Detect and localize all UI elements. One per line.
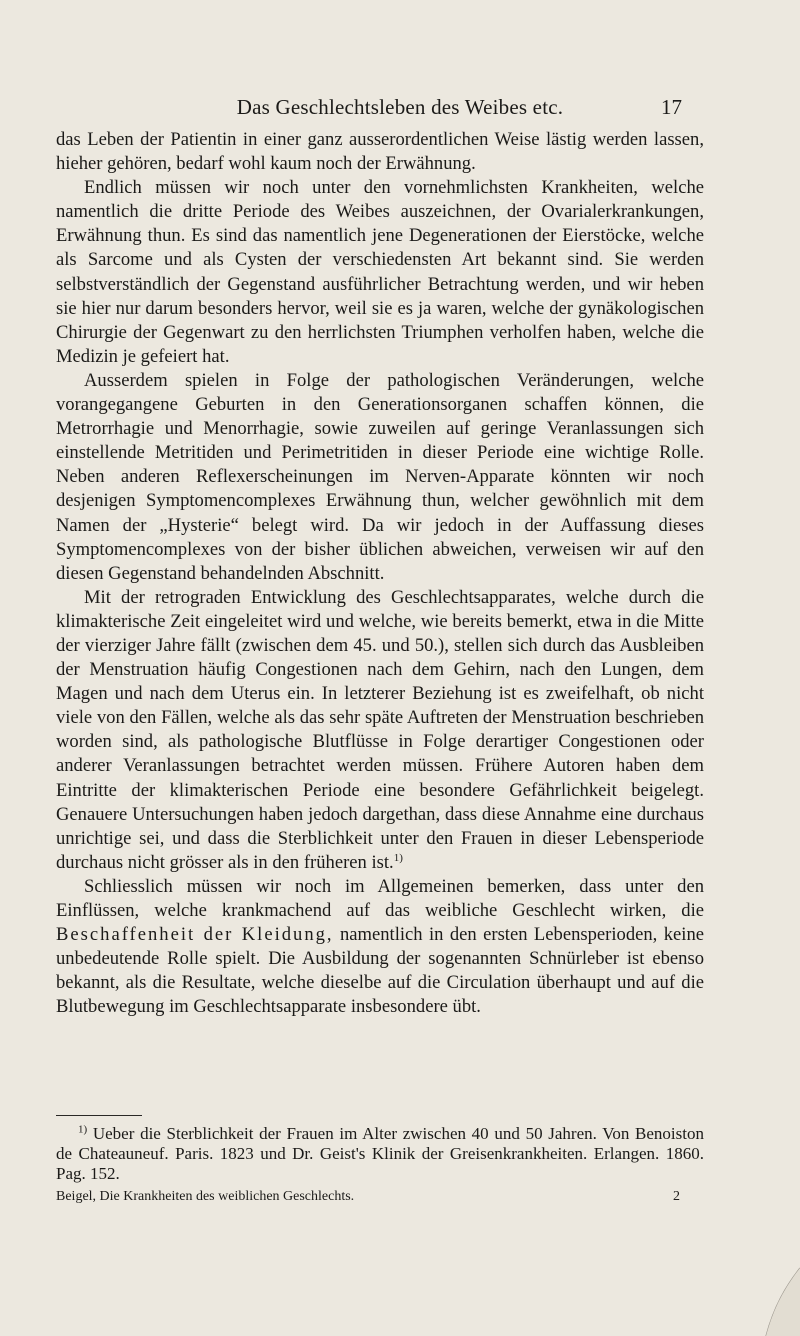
printer-signature <box>56 1189 704 1211</box>
footnote-divider <box>56 1115 142 1116</box>
footnote-text: Ueber die Sterblichkeit der Frauen im Alter zwischen 40 und 50 Jahren. Von Benoiston de Chateauneuf. Paris. 1823 und Dr. Geist's Klinik der Greisenkrankheiten. Erlangen. 1860. Pag. 152. <box>56 1124 704 1183</box>
footnote-marker: 1) <box>78 1123 88 1136</box>
paragraph <box>56 586 704 875</box>
running-title: Das Geschlechtsleben des Weibes etc. <box>236 95 564 119</box>
paragraph: das Leben der Patientin in einer ganz ausserordentlichen Weise lästig werden lassen, hieher gehören, bedarf wohl kaum noch der Erwähnung. <box>56 129 704 175</box>
signature-label: Beigel, Die Krankheiten des weiblichen Geschlechts. <box>56 1189 355 1204</box>
paragraph-text: Mit der retrograden Entwicklung des Geschlechtsapparates, welche durch die klimakterische Zeit eingeleitet wird und welche, wie bereits bemerkt, etwa in die Mitte der vierziger Jahre fällt (zwischen dem 45. und 50.), stellen sich durch das Ausbleiben der Menstruation häufig Congestionen nach dem Gehirn, nach den Lungen, dem Magen und nach dem Uterus ein. In letzterer Beziehung ist es zweifelhaft, ob nicht viele von den Fällen, welche als das sehr späte Auftreten der Menstruation beschrieben worden sind, als pathologische Blutflüsse in Folge derartiger Congestionen oder anderer Veranlassungen betrachtet werden müssen. Frühere Autoren haben dem Eintritte der klimakterischen Periode eine besondere Gefährlichkeit beigelegt. Genauere Untersuchungen haben jedoch dargethan, dass diese Annahme eine durchaus unrichtige sei, und dass die Sterblichkeit unter den Frauen in dieser Lebensperiode durchaus nicht grösser als in den früheren ist. <box>56 586 704 873</box>
paragraph: Ausserdem spielen in Folge der pathologischen Veränderungen, welche vorangegangene Geburten in den Generationsorganen schaffen können, die Metrorrhagie und Menorrhagie, sowie zuweilen auf geringe Veranlassungen sich einstellende Metritiden und Perimetritiden in dieser Periode eine wichtige Rolle. Neben anderen Reflexerscheinungen im Nerven-Apparate könnten wir noch desjenigen Symptomencomplexes Erwähnung thun, welcher gewöhnlich mit dem Namen der „Hysterie“ belegt wird. Da wir jedoch in der Auffassung dieses Symptomencomplexes von der bisher üblichen abweichen, verweisen wir auf den diesen Gegenstand behandelnden Abschnitt. <box>56 369 704 584</box>
signature-mark: 2 <box>673 1189 680 1204</box>
footnote-reference[interactable]: 1) <box>393 851 403 864</box>
footnotes <box>56 1124 704 1184</box>
page-number: 17 <box>661 95 682 119</box>
emphasized-text: Beschaffenheit der Kleidung, <box>56 924 334 946</box>
paragraph-text: namentlich in den ersten Lebensperioden, keine unbedeutende Rolle spielt. Die Ausbildung der sogenannten Schnürleber ist ebenso bekannt, als die Resultate, welche dieselbe auf die Circulation überhaupt und auf die Blutbewegung im Geschlechtsapparate insbesondere übt. <box>56 924 704 1018</box>
paragraph: Endlich müssen wir noch unter den vornehmlichsten Krankheiten, welche namentlich die dritte Periode des Weibes auszeichnen, der Ovarialerkrankungen, Erwähnung thun. Es sind das namentlich jene Degenerationen der Eierstöcke, welche als Sarcome und als Cysten der verschiedensten Art bekannt sind. Sie werden selbstverständlich der Gegenstand ausführlicher Betrachtung werden, und wir heben sie hier nur darum besonders hervor, weil sie es ja waren, welche der gynäkologischen Chirurgie der Gegenwart zu den herrlichsten Triumphen verholfen haben, welche die Medizin je gefeiert hat. <box>56 177 704 367</box>
paragraph <box>56 875 704 1020</box>
paragraph-text: Schliesslich müssen wir noch im Allgemeinen bemerken, dass unter den Einflüssen, welche krankmachend auf das weibliche Geschlecht wirken, die <box>56 875 704 921</box>
body-text <box>56 128 704 1019</box>
page-corner-curl-icon <box>760 1266 800 1336</box>
page-header <box>0 95 800 125</box>
footnote <box>56 1124 704 1184</box>
